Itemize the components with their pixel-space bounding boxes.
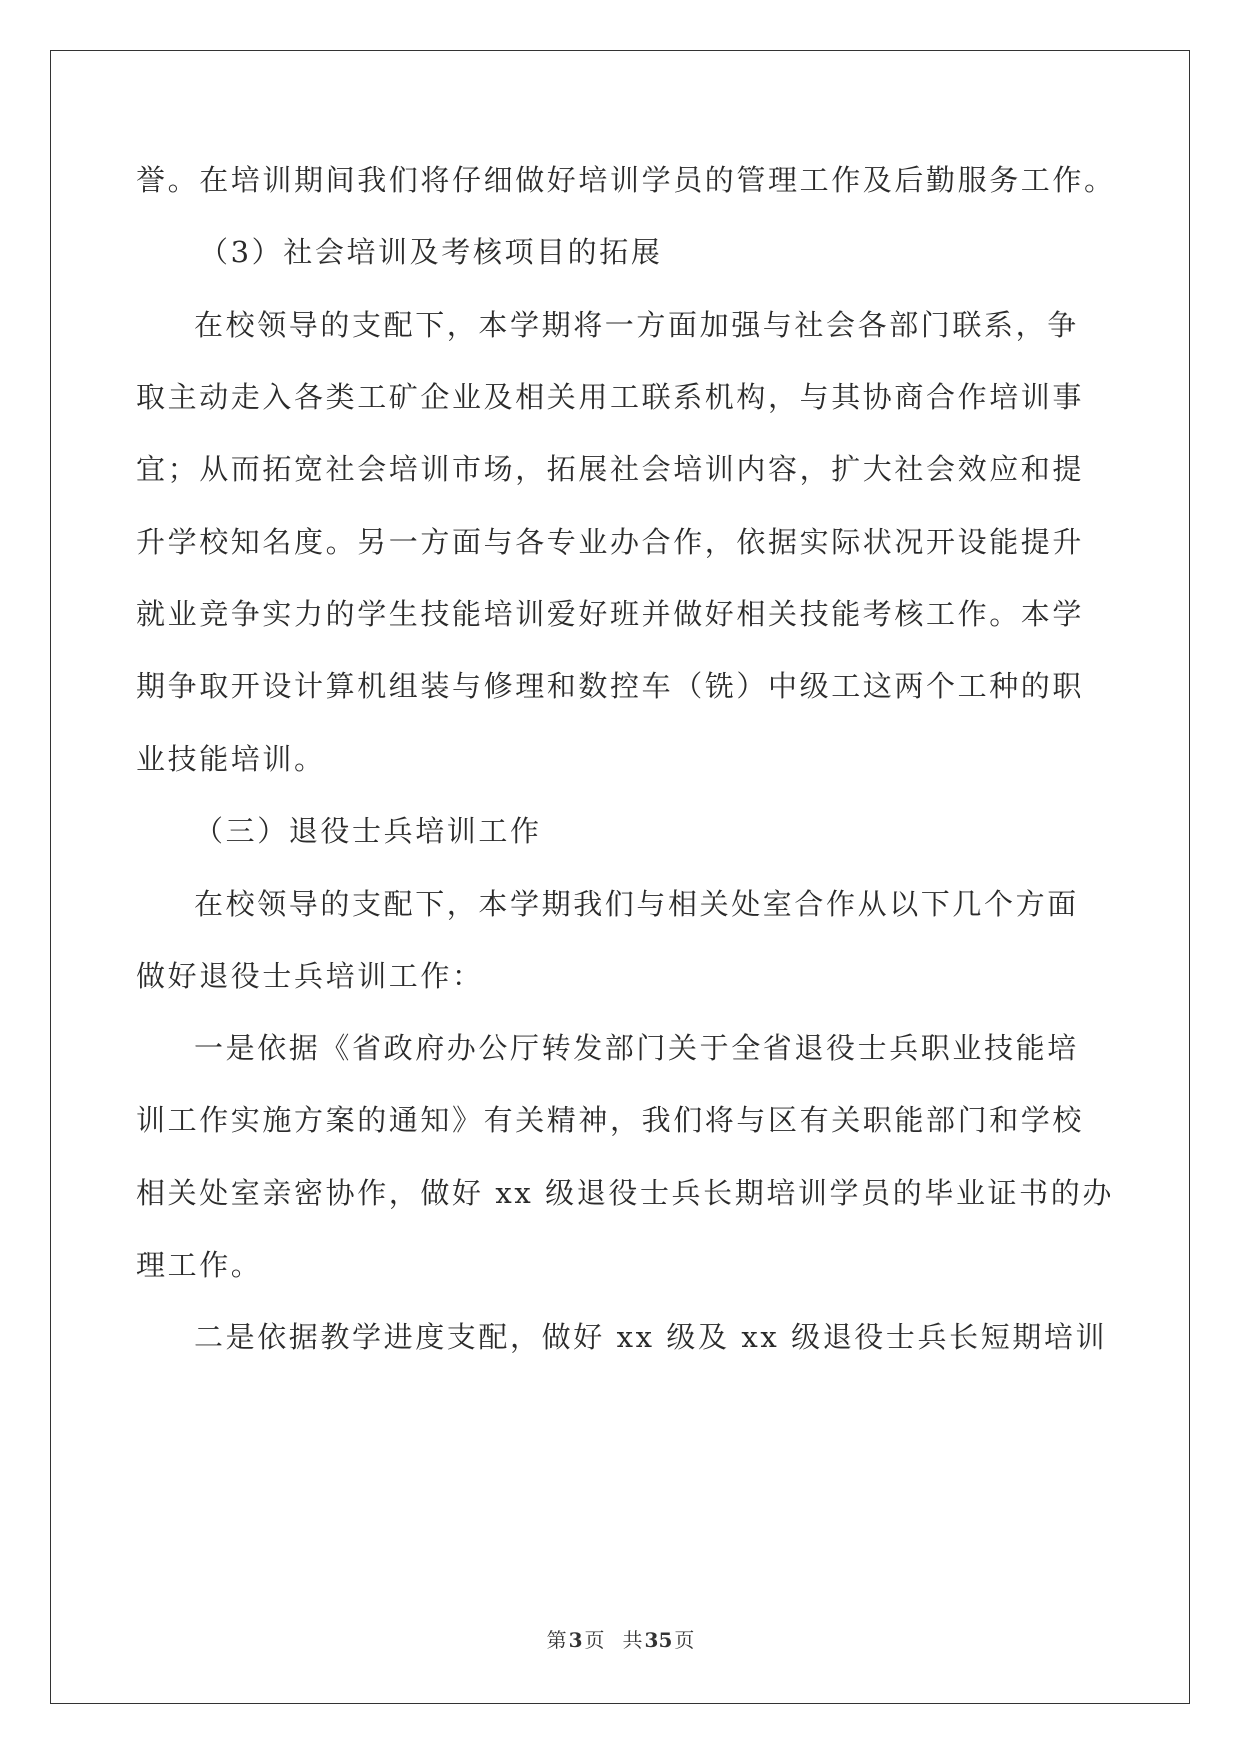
text-line: 相关处室亲密协作，做好 xx 级退役士兵长期培训学员的毕业证书的办 [136,1176,1114,1210]
text-line: 在校领导的支配下，本学期将一方面加强与社会各部门联系，争 [194,308,1079,342]
text-line: 誉。在培训期间我们将仔细做好培训学员的管理工作及后勤服务工作。 [136,163,1116,197]
text-line: 做好退役士兵培训工作： [136,959,484,993]
text-line: 训工作实施方案的通知》有关精神，我们将与区有关职能部门和学校 [136,1103,1085,1137]
total-label-suffix: 页 [674,1628,695,1652]
text-line: 取主动走入各类工矿企业及相关用工联系机构，与其协商合作培训事 [136,380,1085,414]
text-line: 在校领导的支配下，本学期我们与相关处室合作从以下几个方面 [194,887,1079,921]
page-label-suffix: 页 [584,1628,605,1652]
text-line: 升学校知名度。另一方面与各专业办合作，依据实际状况开设能提升 [136,525,1085,559]
page-label-prefix: 第 [546,1628,567,1652]
section-heading: （三）退役士兵培训工作 [194,814,542,848]
page-number: 3 [568,1628,583,1652]
text-line: 理工作。 [136,1248,263,1282]
text-line: 就业竞争实力的学生技能培训爱好班并做好相关技能考核工作。本学 [136,597,1085,631]
subheading: （3）社会培训及考核项目的拓展 [199,235,663,269]
text-line: 宜；从而拓宽社会培训市场，拓展社会培训内容，扩大社会效应和提 [136,452,1085,486]
total-pages: 35 [644,1628,673,1652]
text-line: 一是依据《省政府办公厅转发部门关于全省退役士兵职业技能培 [194,1031,1079,1065]
total-label-prefix: 共 [622,1628,643,1652]
text-line: 二是依据教学进度支配，做好 xx 级及 xx 级退役士兵长短期培训 [194,1320,1108,1354]
text-line: 业技能培训。 [136,742,326,776]
page-footer [0,1624,1241,1653]
page-border [50,50,1190,1704]
text-line: 期争取开设计算机组装与修理和数控车（铣）中级工这两个工种的职 [136,669,1085,703]
